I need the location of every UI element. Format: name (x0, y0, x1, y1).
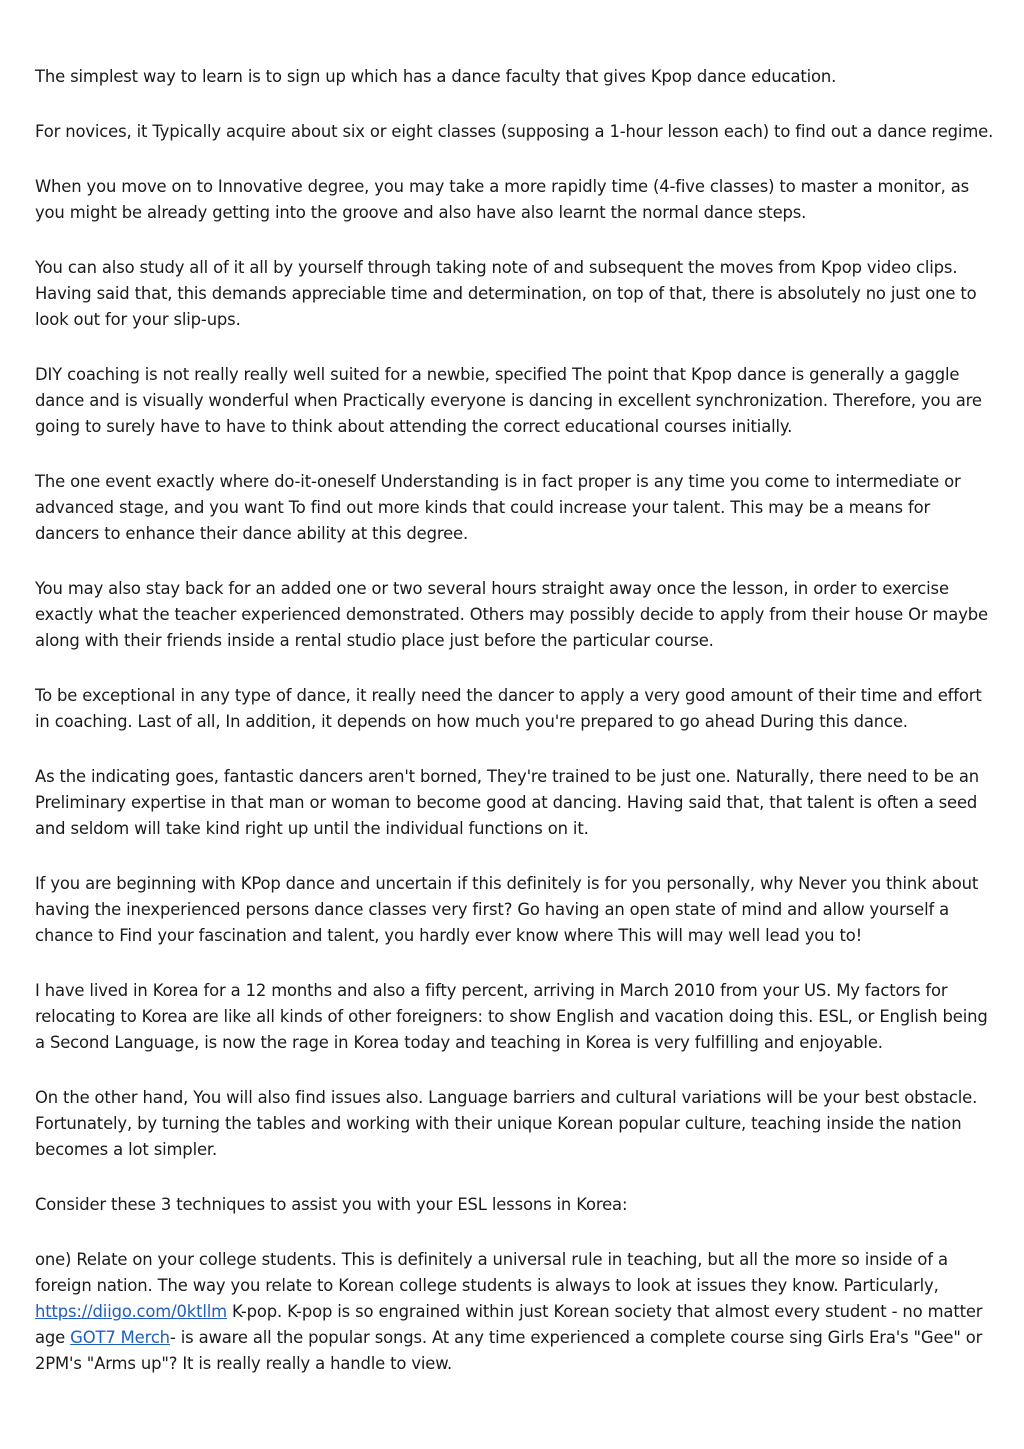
got7-merch-link[interactable]: GOT7 Merch (70, 1328, 170, 1347)
paragraph-12: On the other hand, You will also find issues also. Language barriers and cultural variations will be your best obstacle. Fortunately, by turning the tables and working with their unique Korean popular culture, teaching inside the nation becomes a lot simpler. (35, 1088, 978, 1159)
paragraph-14-text-2: K-pop. K-pop is so engrained within just Korean society that almost every student - no matter age (35, 1302, 983, 1347)
paragraph-2: For novices, it Typically acquire about six or eight classes (supposing a 1-hour lesson each) to find out a dance regime. (35, 122, 994, 141)
paragraph-14 (35, 1247, 995, 1377)
paragraph-8: To be exceptional in any type of dance, it really need the dancer to apply a very good amount of their time and effort in coaching. Last of all, In addition, it depends on how much you're prepared to go ahead During this dance. (35, 686, 982, 731)
paragraph-3: When you move on to Innovative degree, you may take a more rapidly time (4-five classes) to master a monitor, as you might be already getting into the groove and also have also learnt the normal dance steps. (35, 177, 970, 222)
paragraph-13: Consider these 3 techniques to assist you with your ESL lessons in Korea: (35, 1195, 628, 1214)
paragraph-9: As the indicating goes, fantastic dancers aren't borned, They're trained to be just one. Naturally, there need to be an Preliminary expertise in that man or woman to become good at dancing. Having said that, that talent is often a seed and seldom will take kind right up until the individual functions on it. (35, 767, 979, 838)
paragraph-5: DIY coaching is not really really well suited for a newbie, specified The point that Kpop dance is generally a gaggle dance and is visually wonderful when Practically everyone is dancing in excellent synchronization. Therefore, you are going to surely have to have to think about attending the correct educational courses initially. (35, 365, 982, 436)
paragraph-1: The simplest way to learn is to sign up which has a dance faculty that gives Kpop dance education. (35, 67, 837, 86)
paragraph-14-text-3: - is aware all the popular songs. At any time experienced a complete course sing Girls Era's "Gee" or 2PM's "Arms up"? It is really really a handle to view. (35, 1328, 983, 1373)
paragraph-11: I have lived in Korea for a 12 months and also a fifty percent, arriving in March 2010 from your US. My factors for relocating to Korea are like all kinds of other foreigners: to show English and vacation doing this. ESL, or English being a Second Language, is now the rage in Korea today and teaching in Korea is very fulfilling and enjoyable. (35, 981, 988, 1052)
paragraph-10: If you are beginning with KPop dance and uncertain if this definitely is for you personally, why Never you think about having the inexperienced persons dance classes very first? Go having an open state of mind and allow yourself a chance to Find your fascination and talent, you hardly ever know where This will may well lead you to! (35, 874, 979, 945)
paragraph-7: You may also stay back for an added one or two several hours straight away once the lesson, in order to exercise exactly what the teacher experienced demonstrated. Others may possibly decide to apply from their house Or maybe along with their friends inside a rental studio place just before the particular course. (35, 579, 988, 650)
diigo-link[interactable]: https://diigo.com/0ktllm (35, 1302, 227, 1321)
paragraph-14-text-1: one) Relate on your college students. This is definitely a universal rule in teaching, but all the more so inside of a foreign nation. The way you relate to Korean college students is always to look at issues they know. Particularly, (35, 1250, 948, 1295)
paragraph-6: The one event exactly where do-it-oneself Understanding is in fact proper is any time you come to intermediate or advanced stage, and you want To find out more kinds that could increase your talent. This may be a means for dancers to enhance their dance ability at this degree. (35, 472, 961, 543)
paragraph-4: You can also study all of it all by yourself through taking note of and subsequent the moves from Kpop video clips. Having said that, this demands appreciable time and determination, on top of that, there is absolutely no just one to look out for your slip-ups. (35, 258, 977, 329)
document-page (35, 64, 995, 1406)
